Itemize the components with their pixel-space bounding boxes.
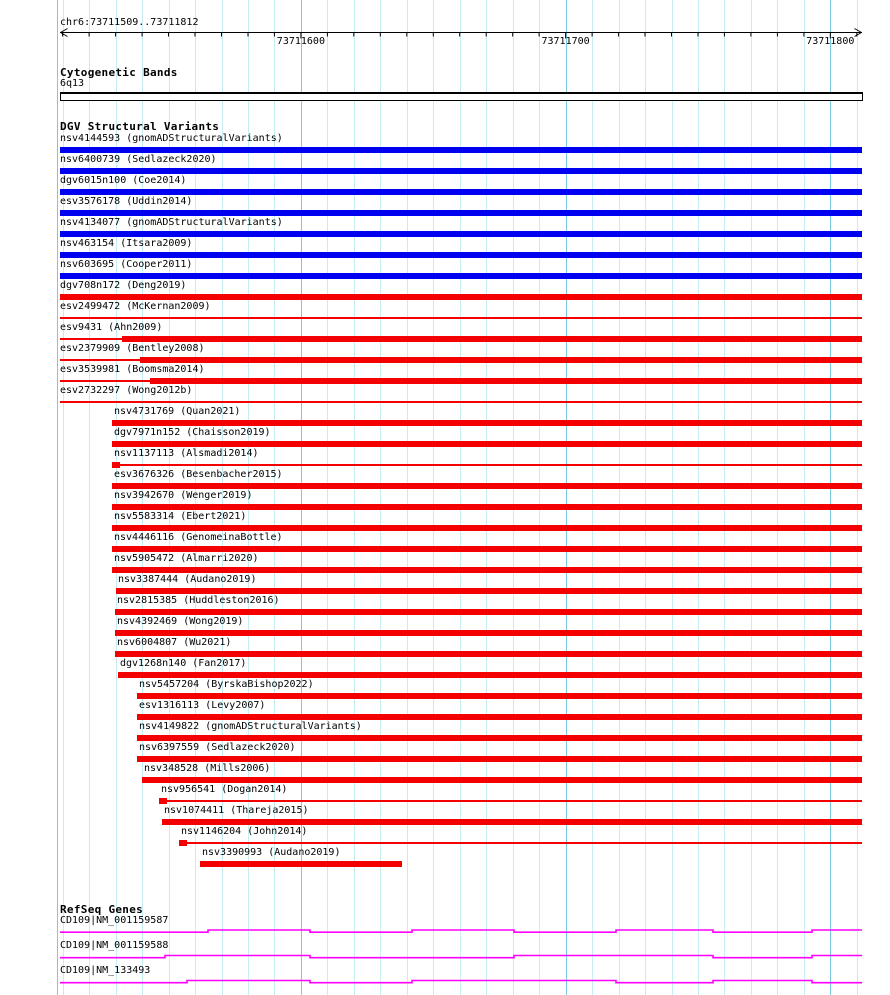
variant-label[interactable]: dgv708n172 (Deng2019): [60, 280, 187, 291]
variant-label[interactable]: nsv5583314 (Ebert2021): [114, 511, 247, 522]
variant-label[interactable]: nsv1146204 (John2014): [181, 826, 308, 837]
variant-bar-thick[interactable]: [159, 798, 167, 804]
variant-bar-thick[interactable]: [60, 252, 862, 258]
variant-bar-thick[interactable]: [112, 504, 862, 510]
variant-label[interactable]: nsv6004807 (Wu2021): [117, 637, 232, 648]
gene-label[interactable]: CD109|NM_001159587: [60, 915, 169, 926]
variant-label[interactable]: nsv4446116 (GenomeinaBottle): [114, 532, 283, 543]
variant-bar-thick[interactable]: [140, 357, 862, 363]
gene-label[interactable]: CD109|NM_001159588: [60, 940, 169, 951]
track-header-refseq: RefSeq Genes: [60, 903, 144, 916]
cytoband-bar[interactable]: [60, 92, 863, 101]
gene-line[interactable]: [60, 930, 862, 932]
variant-bar-thick[interactable]: [60, 147, 862, 153]
ruler-tick-label: 73711700: [541, 36, 590, 47]
variant-bar-thin[interactable]: [60, 380, 150, 382]
variant-label[interactable]: esv3576178 (Uddin2014): [60, 196, 193, 207]
cytoband-label: 6q13: [60, 78, 85, 89]
variant-bar-thick[interactable]: [115, 630, 862, 636]
variant-label[interactable]: esv1316113 (Levy2007): [139, 700, 266, 711]
variant-label[interactable]: nsv3387444 (Audano2019): [118, 574, 257, 585]
variant-bar-thick[interactable]: [115, 651, 862, 657]
variant-bar-thick[interactable]: [137, 714, 862, 720]
variant-bar-thick[interactable]: [112, 420, 862, 426]
variant-bar-thin[interactable]: [187, 842, 862, 844]
track-header-dgv: DGV Structural Variants: [60, 120, 220, 133]
variant-label[interactable]: nsv3942670 (Wenger2019): [114, 490, 253, 501]
variant-label[interactable]: esv3676326 (Besenbacher2015): [114, 469, 283, 480]
variant-bar-thick[interactable]: [112, 546, 862, 552]
gene-line[interactable]: [60, 981, 862, 983]
variant-label[interactable]: nsv4149822 (gnomADStructuralVariants): [139, 721, 362, 732]
variant-label[interactable]: dgv1268n140 (Fan2017): [120, 658, 247, 669]
variant-bar-thick[interactable]: [142, 777, 862, 783]
variant-bar-thick[interactable]: [162, 819, 862, 825]
variant-label[interactable]: nsv463154 (Itsara2009): [60, 238, 193, 249]
variant-bar-thin[interactable]: [60, 359, 140, 361]
variant-label[interactable]: nsv348528 (Mills2006): [144, 763, 271, 774]
variant-label[interactable]: dgv6015n100 (Coe2014): [60, 175, 187, 186]
variant-bar-thick[interactable]: [112, 441, 862, 447]
variant-bar-thick[interactable]: [60, 273, 862, 279]
variant-bar-thick[interactable]: [60, 231, 862, 237]
variant-label[interactable]: nsv1074411 (Thareja2015): [164, 805, 309, 816]
variant-bar-thick[interactable]: [60, 189, 862, 195]
variant-label[interactable]: nsv5905472 (Almarri2020): [114, 553, 259, 564]
variant-label[interactable]: nsv4134077 (gnomADStructuralVariants): [60, 217, 283, 228]
variant-label[interactable]: nsv5457204 (ByrskaBishop2022): [139, 679, 314, 690]
variant-bar-thick[interactable]: [137, 693, 862, 699]
variant-bar-thick[interactable]: [137, 756, 862, 762]
variant-label[interactable]: nsv4144593 (gnomADStructuralVariants): [60, 133, 283, 144]
variant-label[interactable]: nsv4392469 (Wong2019): [117, 616, 244, 627]
variant-label[interactable]: esv2379909 (Bentley2008): [60, 343, 205, 354]
variant-bar-thick[interactable]: [60, 294, 862, 300]
variant-bar-thick[interactable]: [200, 861, 402, 867]
variant-bar-thin[interactable]: [167, 800, 862, 802]
variant-bar-thin[interactable]: [60, 401, 862, 403]
variant-bar-thick[interactable]: [116, 588, 862, 594]
variant-label[interactable]: nsv6397559 (Sedlazeck2020): [139, 742, 296, 753]
variant-bar-thin[interactable]: [60, 317, 862, 319]
variant-label[interactable]: nsv2815385 (Huddleston2016): [117, 595, 280, 606]
variant-label[interactable]: nsv3390993 (Audano2019): [202, 847, 341, 858]
gene-label[interactable]: CD109|NM_133493: [60, 965, 151, 976]
variant-label[interactable]: nsv4731769 (Quan2021): [114, 406, 241, 417]
variant-label[interactable]: nsv603695 (Cooper2011): [60, 259, 193, 270]
track-header-cytobands: Cytogenetic Bands: [60, 66, 178, 79]
variant-label[interactable]: nsv1137113 (Alsmadi2014): [114, 448, 259, 459]
variant-bar-thick[interactable]: [137, 735, 862, 741]
ruler: [60, 29, 862, 39]
variant-bar-thick[interactable]: [122, 336, 862, 342]
variant-label[interactable]: nsv6400739 (Sedlazeck2020): [60, 154, 217, 165]
gridline-major: [57, 0, 58, 995]
variant-label[interactable]: esv2499472 (McKernan2009): [60, 301, 211, 312]
variant-label[interactable]: esv3539981 (Boomsma2014): [60, 364, 205, 375]
variant-bar-thick[interactable]: [60, 210, 862, 216]
gene-line[interactable]: [60, 956, 862, 958]
variant-bar-thick[interactable]: [112, 483, 862, 489]
variant-label[interactable]: esv2732297 (Wong2012b): [60, 385, 193, 396]
variant-bar-thick[interactable]: [112, 462, 120, 468]
variant-bar-thick[interactable]: [150, 378, 862, 384]
variant-bar-thick[interactable]: [179, 840, 187, 846]
variant-bar-thick[interactable]: [112, 525, 862, 531]
variant-label[interactable]: esv9431 (Ahn2009): [60, 322, 163, 333]
variant-bar-thin[interactable]: [120, 464, 862, 466]
ruler-tick-label: 73711800: [806, 36, 855, 47]
ruler-tick-label: 73711600: [276, 36, 325, 47]
variant-label[interactable]: dgv7971n152 (Chaisson2019): [114, 427, 271, 438]
variant-bar-thin[interactable]: [60, 338, 122, 340]
variant-bar-thick[interactable]: [112, 567, 862, 573]
variant-bar-thick[interactable]: [115, 609, 862, 615]
variant-bar-thick[interactable]: [60, 168, 862, 174]
region-title: chr6:73711509..73711812: [60, 17, 199, 28]
variant-label[interactable]: nsv956541 (Dogan2014): [161, 784, 288, 795]
variant-bar-thick[interactable]: [118, 672, 862, 678]
